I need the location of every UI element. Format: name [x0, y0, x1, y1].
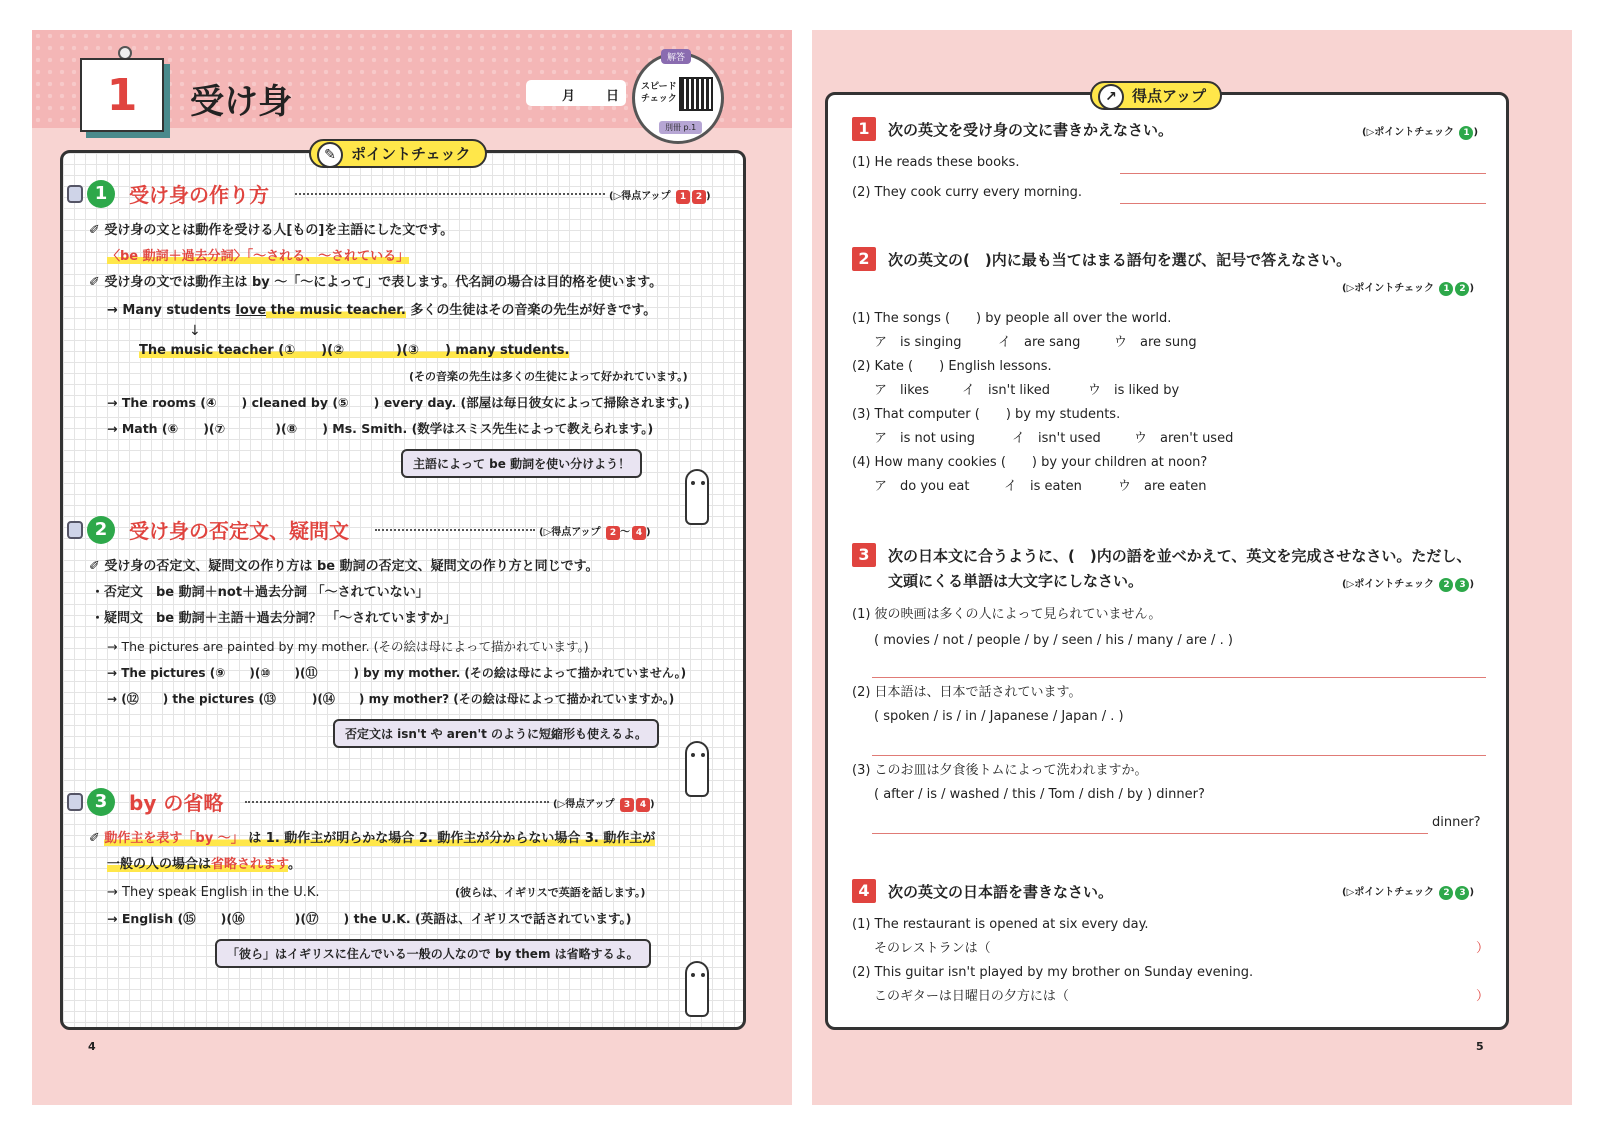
- score-up-header: ↗ 得点アップ: [1090, 81, 1222, 110]
- unit-number: 1: [106, 69, 138, 121]
- text-line: ・否定文 be 動詞＋not＋過去分詞 「～されていない」: [91, 585, 429, 600]
- example-sentence: → They speak English in the U.K.: [107, 885, 320, 900]
- text-line: ✐ 動作主を表す「by ～」 は 1. 動作主が明らかな場合 2. 動作主が分からない場合 3. 動作主が: [89, 831, 656, 846]
- question-item: (1) The restaurant is opened at six every day.: [852, 917, 1149, 932]
- text-line: ✐ 受け身の文では動作主は by ～「～によって」で表します。代名詞の場合は目的格を使います。: [89, 275, 663, 290]
- choice[interactable]: ウ aren't used: [1134, 431, 1234, 446]
- question-item: (3) このお皿は夕食後トムによって洗われますか。: [852, 763, 1148, 778]
- point-check-card: [60, 145, 746, 1030]
- section-number: 2: [87, 516, 115, 544]
- question-ref[interactable]: (▷ポイントチェック 1 ): [1362, 127, 1479, 138]
- question-3: 3 次の日本文に合うように、( )内の語を並べかえて、英文を完成させなさい。ただし、: [852, 543, 1471, 567]
- choice[interactable]: イ are sang: [998, 335, 1081, 350]
- pin-icon: ✐: [89, 275, 105, 290]
- text-line: 一般の人の場合は省略されます。: [107, 857, 301, 872]
- choice[interactable]: ウ are eaten: [1118, 479, 1207, 494]
- section-1-header: [67, 179, 269, 208]
- section-title: 受け身の否定文、疑問文: [129, 519, 349, 543]
- divider: [375, 529, 535, 531]
- section-number: 3: [87, 788, 115, 816]
- blank-sentence[interactable]: → English (⑮ )(⑯ )(⑰ ) the U.K. (英語は、イギリスで話されています。): [107, 911, 632, 926]
- page-number: 4: [88, 1040, 96, 1053]
- speech-bubble: 主語によって be 動詞を使い分けよう！: [401, 449, 642, 478]
- choice[interactable]: イ isn't used: [1012, 431, 1101, 446]
- choice[interactable]: ア likes: [874, 383, 930, 398]
- section-number: 1: [87, 180, 115, 208]
- answer-line[interactable]: [872, 755, 1486, 756]
- left-page: [32, 30, 792, 1105]
- section-2-header: [67, 515, 349, 544]
- text-line: 〈be 動詞＋過去分詞〉「～される、～されている」: [107, 249, 410, 264]
- answer-prompt[interactable]: そのレストランは（: [874, 941, 991, 956]
- answer-close: ）: [1476, 989, 1490, 1004]
- question-item: (4) How many cookies ( ) by your children at noon?: [852, 455, 1208, 470]
- answer-line[interactable]: [1120, 173, 1486, 174]
- choice[interactable]: ア is not using: [874, 431, 976, 446]
- question-2: 2 次の英文の( )内に最も当てはまる語句を選び、記号で答えなさい。: [852, 247, 1351, 271]
- stoat-mascot-icon: [685, 741, 709, 797]
- question-item: (1) 彼の映画は多くの人によって見られていません。: [852, 607, 1162, 622]
- question-1: 1 次の英文を受け身の文に書きかえなさい。: [852, 117, 1173, 141]
- right-page: [812, 30, 1572, 1105]
- answer-end: dinner?: [1432, 815, 1481, 830]
- text-line: ✐ 受け身の文とは動作を受ける人[もの]を主語にした文です。: [89, 223, 454, 238]
- choice[interactable]: ウ is liked by: [1088, 383, 1180, 398]
- question-ref[interactable]: (▷ポイントチェック 2 3 ): [1342, 579, 1475, 590]
- blank-sentence[interactable]: → Math (⑥ )(⑦ )(⑧ ) Ms. Smith. (数学はスミス先生によって教えられます。): [107, 421, 654, 436]
- question-item: (2) This guitar isn't played by my brother on Sunday evening.: [852, 965, 1254, 980]
- answer-line[interactable]: [872, 677, 1486, 678]
- stoat-mascot-icon: [685, 469, 709, 525]
- section-3-header: [67, 787, 223, 816]
- pin-icon: ✐: [89, 223, 105, 238]
- date-day: 日: [606, 89, 620, 104]
- blank-sentence[interactable]: → The rooms (④ ) cleaned by (⑤ ) every day. (部屋は毎日彼女によって掃除されます。): [107, 395, 690, 410]
- blank-sentence[interactable]: The music teacher (① )(② )(③ ) many students.: [139, 343, 570, 358]
- word-list: ( after / is / washed / this / Tom / dish / by ) dinner?: [874, 787, 1205, 802]
- page-number: 5: [1476, 1040, 1484, 1053]
- qr-code-icon[interactable]: [679, 77, 713, 111]
- date-month: 月: [562, 89, 576, 104]
- pin-icon: ✐: [89, 559, 105, 574]
- question-item: (2) Kate ( ) English lessons.: [852, 359, 1052, 374]
- question-ref[interactable]: (▷ポイントチェック 1 2 ): [1342, 283, 1475, 294]
- lock-icon: [67, 521, 83, 539]
- unit-number-box: [80, 58, 164, 132]
- blank-sentence[interactable]: → (⑫ ) the pictures (⑬ )(⑭ ) my mother? (その絵は母によって描かれていますか。): [107, 692, 675, 706]
- section-ref[interactable]: (▷得点アップ 2 ～ 4 ): [539, 527, 651, 538]
- choice[interactable]: ア do you eat: [874, 479, 970, 494]
- translation: (その音楽の先生は多くの生徒によって好かれています。): [409, 370, 688, 383]
- score-up-card: [825, 87, 1509, 1030]
- blank-sentence[interactable]: → The pictures (⑨ )(⑩ )(⑪ ) by my mother. (その絵は母によって描かれていません。): [107, 666, 687, 680]
- question-item: (3) That computer ( ) by my students.: [852, 407, 1121, 422]
- lock-icon: [67, 185, 83, 203]
- translation: (彼らは、イギリスで英語を話します。): [455, 886, 646, 899]
- choice[interactable]: イ isn't liked: [962, 383, 1050, 398]
- word-list: ( spoken / is / in / Japanese / Japan / . ): [874, 709, 1124, 724]
- section-ref[interactable]: (▷得点アップ 3 4 ): [553, 799, 655, 810]
- answer-close: ）: [1476, 941, 1490, 956]
- lock-icon: [67, 793, 83, 811]
- stoat-mascot-icon: [685, 961, 709, 1017]
- arrow-down-icon: ↓: [189, 323, 201, 339]
- pin-icon: ✐: [89, 831, 105, 846]
- question-4: 4 次の英文の日本語を書きなさい。: [852, 879, 1113, 903]
- example-sentence: → The pictures are painted by my mother. (その絵は母によって描かれています。): [107, 639, 589, 654]
- answer-line[interactable]: [872, 833, 1428, 834]
- speed-tag: 解答: [661, 49, 691, 64]
- divider: [245, 801, 549, 803]
- word-list: ( movies / not / people / by / seen / his / many / are / . ): [874, 633, 1233, 648]
- divider: [295, 193, 605, 195]
- section-title: 受け身の作り方: [129, 183, 269, 207]
- section-title: by の省略: [129, 791, 224, 815]
- page-title: 受け身: [190, 82, 292, 122]
- question-item: (1) He reads these books.: [852, 155, 1020, 170]
- question-item: (2) They cook curry every morning.: [852, 185, 1083, 200]
- question-3-text: 文頭にくる単語は大文字にしなさい。: [888, 572, 1144, 590]
- answer-prompt[interactable]: このギターは日曜日の夕方には（: [874, 989, 1069, 1004]
- text-line: ・疑問文 be 動詞＋主語＋過去分詞？ 「～されていますか」: [91, 611, 457, 626]
- choice[interactable]: イ is eaten: [1004, 479, 1082, 494]
- speed-check-badge[interactable]: [632, 52, 724, 144]
- speech-bubble: 「彼ら」はイギリスに住んでいる一般の人なので by them は省略するよ。: [215, 939, 651, 968]
- choice[interactable]: ウ are sung: [1114, 335, 1197, 350]
- chart-up-icon: ↗: [1098, 84, 1124, 110]
- speed-page: 別冊 p.1: [659, 121, 702, 134]
- question-ref[interactable]: (▷ポイントチェック 2 3 ): [1342, 887, 1475, 898]
- text-line: ✐ 受け身の否定文、疑問文の作り方は be 動詞の否定文、疑問文の作り方と同じです。: [89, 559, 599, 574]
- question-item: (2) 日本語は、日本で話されています。: [852, 685, 1082, 700]
- section-ref[interactable]: (▷得点アップ 1 2 ): [609, 191, 711, 202]
- example-sentence: → Many students love the music teacher. 多くの生徒はその音楽の先生が好きです。: [107, 303, 657, 318]
- question-item: (1) The songs ( ) by people all over the world.: [852, 311, 1172, 326]
- pen-icon: ✎: [317, 142, 343, 168]
- speed-label: スピード チェック: [641, 82, 677, 104]
- speech-bubble: 否定文は isn't や aren't のように短縮形も使えるよ。: [333, 719, 659, 748]
- point-check-header: ✎ ポイントチェック: [309, 139, 487, 168]
- answer-line[interactable]: [1120, 203, 1486, 204]
- choice[interactable]: ア is singing: [874, 335, 962, 350]
- date-box: [526, 80, 626, 106]
